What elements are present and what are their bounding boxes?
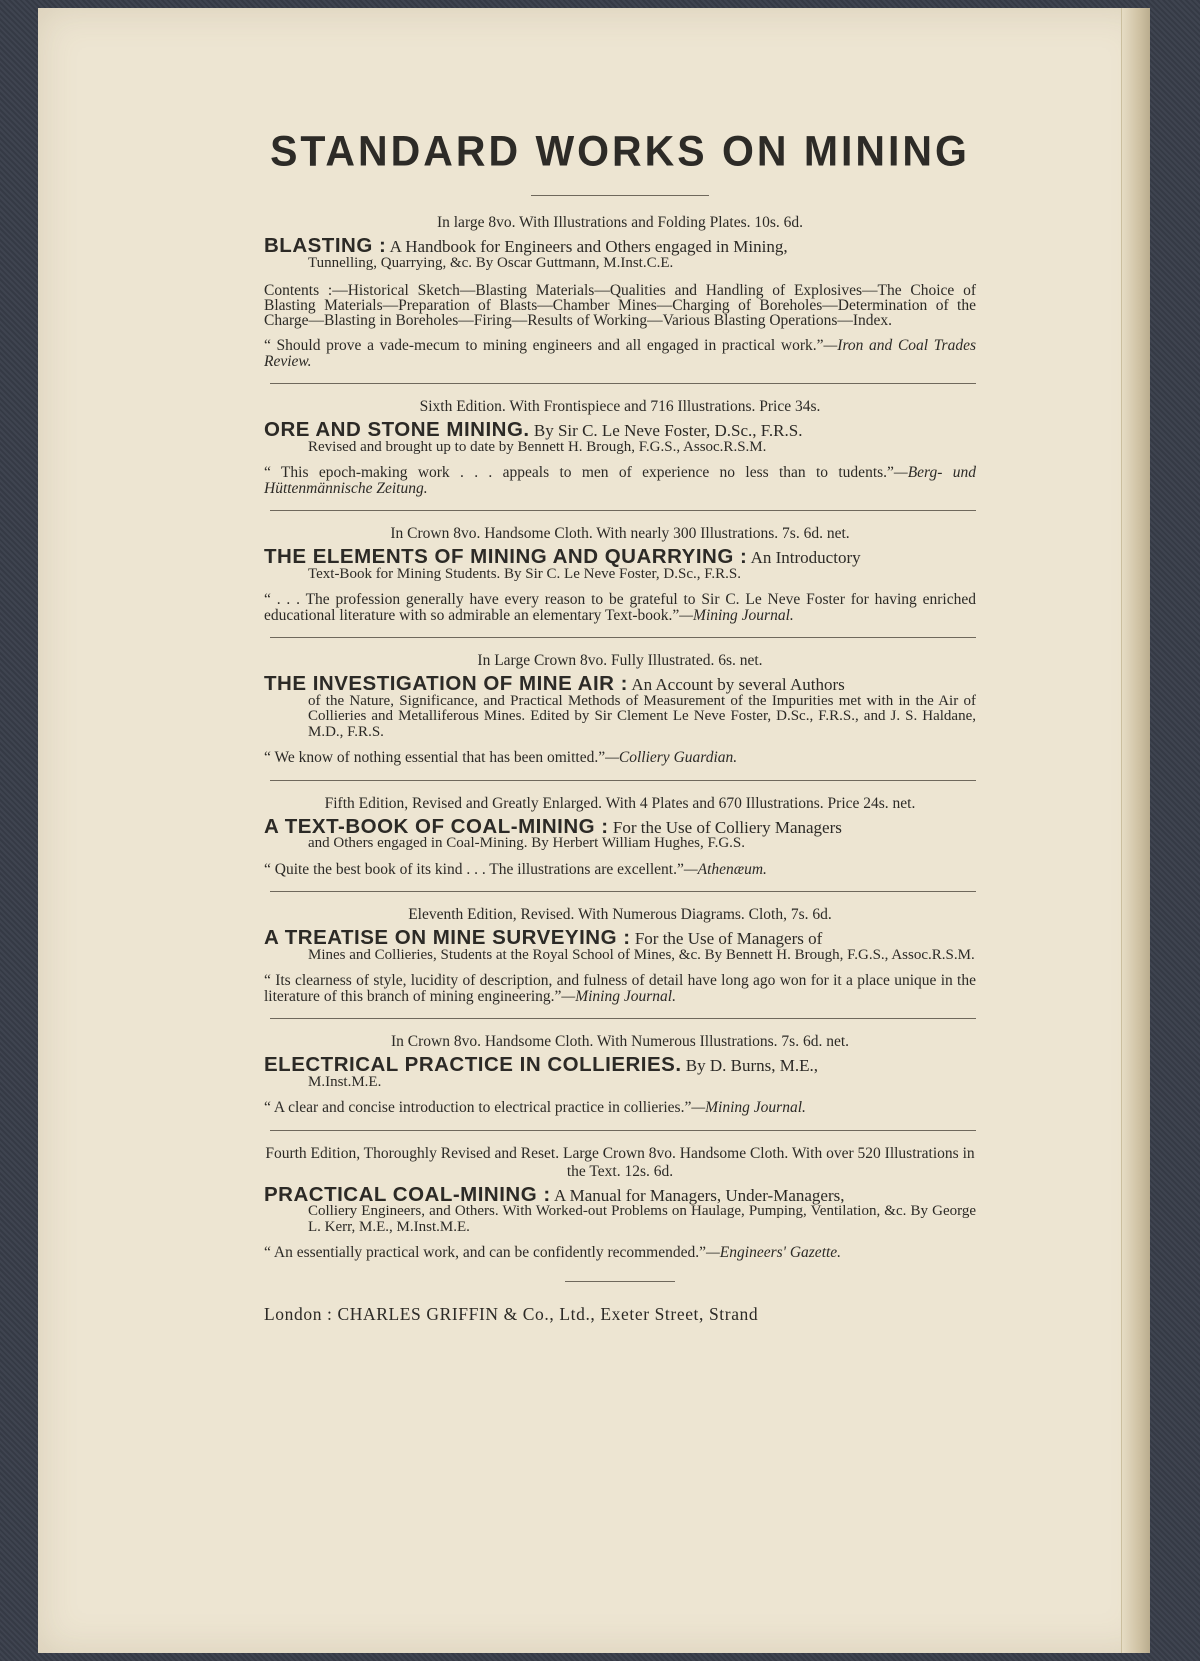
edition-line: In Large Crown 8vo. Fully Illustrated. 6s. net. [477, 652, 763, 669]
edition-line: Sixth Edition. With Frontispiece and 716 Illustrations. Price 34s. [419, 398, 821, 415]
quote-source: —Mining Journal. [691, 1099, 806, 1116]
quote-source: —Engineers' Gazette. [706, 1244, 842, 1261]
divider [270, 383, 976, 384]
book-entry-mine-surveying [264, 906, 976, 1004]
review-quote [264, 592, 976, 623]
review-quote [264, 973, 976, 1004]
page-title: STANDARD WORKS ON MINING [270, 126, 970, 176]
book-description-continued: Revised and brought up to date by Bennett H. Brough, F.G.S., Assoc.R.S.M. [308, 438, 767, 455]
book-description-continued: Text-Book for Mining Students. By Sir C. Le Neve Foster, D.Sc., F.R.S. [308, 565, 741, 582]
quote-text: “ Should prove a vade-mecum to mining engineers and all engaged in practical work.” [264, 337, 824, 354]
book-title: BLASTING : [264, 234, 387, 257]
edition-line: In Crown 8vo. Handsome Cloth. With Numerous Illustrations. 7s. 6d. net. [390, 1033, 850, 1050]
book-entry-blasting [264, 214, 976, 369]
entry-heading [264, 1053, 976, 1090]
book-description-continued: Colliery Engineers, and Others. With Worked-out Problems on Haulage, Pumping, Ventilation, &c. By George L. Kerr, M.E., M.Inst.M.E. [308, 1203, 976, 1235]
edition-line: Fourth Edition, Thoroughly Revised and Reset. Large Crown 8vo. Handsome Cloth. With over 520 Illustrations in the Text. 12s. 6d. [265, 1144, 975, 1180]
entry-heading [264, 672, 976, 740]
book-description: An Account by several Authors [631, 675, 845, 694]
book-description: An Introductory [750, 548, 861, 567]
edition-line: Eleventh Edition, Revised. With Numerous Diagrams. Cloth, 7s. 6d. [408, 906, 832, 923]
quote-source: —Athenæum. [683, 860, 767, 878]
book-entry-elements-of-mining [264, 525, 976, 623]
book-entry-practical-coal-mining [264, 1145, 976, 1261]
edition-line: Fifth Edition, Revised and Greatly Enlarged. With 4 Plates and 670 Illustrations. Price 24s. net. [324, 794, 916, 812]
quote-text: “ An essentially practical work, and can be confidently recommended.” [264, 1244, 707, 1261]
quote-source: —Berg- und Hüttenmännische Zeitung. [264, 464, 977, 497]
book-entry-coal-mining-textbook [264, 795, 976, 878]
book-description-continued: Mines and Collieries, Students at the Royal School of Mines, &c. By Bennett H. Brough, F.G.S., Assoc.R.S.M. [308, 946, 975, 963]
book-description-continued: M.Inst.M.E. [308, 1073, 382, 1090]
review-quote [264, 862, 976, 878]
entry-heading [264, 926, 976, 963]
quote-text: “ Its clearness of style, lucidity of description, and fulness of detail have long ago won for it a place unique in the literature of this branch of mining engineering.” [264, 972, 976, 1005]
entry-heading [264, 1182, 976, 1236]
book-entry-ore-and-stone-mining [264, 398, 976, 496]
quote-text: “ We know of nothing essential that has been omitted.” [264, 749, 606, 766]
quote-text: “ This epoch-making work . . . appeals to men of experience no less than to tudents.” [264, 464, 894, 481]
book-title: THE ELEMENTS OF MINING AND QUARRYING : [264, 545, 748, 568]
divider [270, 891, 976, 892]
divider [270, 510, 976, 511]
book-entry-mine-air [264, 652, 976, 766]
book-description: For the Use of Managers of [634, 929, 823, 948]
review-quote [264, 750, 976, 766]
entry-heading [264, 545, 976, 582]
book-description: A Manual for Managers, Under-Managers, [554, 1185, 845, 1205]
divider [270, 637, 976, 638]
book-title: ELECTRICAL PRACTICE IN COLLIERIES. [264, 1053, 682, 1076]
book-description-continued: Tunnelling, Quarrying, &c. By Oscar Guttmann, M.Inst.C.E. [308, 254, 674, 271]
edition-line: In Crown 8vo. Handsome Cloth. With nearly 300 Illustrations. 7s. 6d. net. [390, 525, 850, 542]
page-gutter [1121, 8, 1150, 1653]
book-description-continued: of the Nature, Significance, and Practical Methods of Measurement of the Impurities met with in the Air of Collieries and Metalliferous Mines. Edited by Sir Clement Le Neve Foster, D.Sc., F.R.S., and J. S. Haldane, M.D., F.R.S. [308, 692, 976, 740]
entry-heading [264, 234, 976, 271]
quote-source: —Mining Journal. [679, 606, 794, 624]
book-title: A TEXT-BOOK OF COAL-MINING : [264, 814, 609, 838]
review-quote [264, 1100, 976, 1116]
quote-text: “ . . . The profession generally have every reason to be grateful to Sir C. Le Neve Foster for having enriched educational literature with so admirable an elementary Text-book.” [264, 591, 976, 624]
review-quote [264, 1245, 976, 1261]
book-title: THE INVESTIGATION OF MINE AIR : [264, 672, 628, 695]
quote-text: “ A clear and concise introduction to electrical practice in collieries.” [264, 1099, 692, 1116]
quote-text: “ Quite the best book of its kind . . . The illustrations are excellent.” [264, 860, 684, 878]
book-entry-electrical-practice [264, 1033, 976, 1116]
quote-source: —Iron and Coal Trades Review. [264, 337, 976, 370]
book-title: ORE AND STONE MINING. [264, 418, 530, 441]
divider [270, 1018, 976, 1019]
divider [270, 780, 976, 781]
book-title: A TREATISE ON MINE SURVEYING : [264, 926, 631, 949]
book-title: PRACTICAL COAL-MINING : [264, 1182, 551, 1206]
book-description: For the Use of Colliery Managers [612, 817, 842, 837]
divider [565, 1281, 675, 1282]
book-description: By Sir C. Le Neve Foster, D.Sc., F.R.S. [533, 421, 803, 440]
book-description: A Handbook for Engineers and Others engaged in Mining, [389, 237, 788, 256]
divider [270, 1130, 976, 1131]
divider [531, 195, 709, 196]
edition-line: In large 8vo. With Illustrations and Folding Plates. 10s. 6d. [436, 214, 804, 231]
review-quote [264, 465, 976, 496]
review-quote [264, 338, 976, 369]
advertisement-page [264, 128, 976, 1325]
book-description: By D. Burns, M.E., [685, 1056, 819, 1075]
quote-source: —Mining Journal. [561, 987, 676, 1005]
book-description-continued: and Others engaged in Coal-Mining. By Herbert William Hughes, F.G.S. [308, 835, 746, 851]
publisher-imprint: London : CHARLES GRIFFIN & Co., Ltd., Exeter Street, Strand [264, 1303, 759, 1324]
quote-source: —Colliery Guardian. [605, 749, 738, 766]
entry-heading [264, 418, 976, 455]
contents-list: Contents :—Historical Sketch—Blasting Materials—Qualities and Handling of Explosives—The Choice of Blasting Materials—Preparation of Blasts—Chamber Mines—Charging of Boreholes—Determination of the Charge—Blasting in Boreholes—Firing—Results of Working—Various Blasting Operations—Index. [264, 282, 976, 329]
entry-heading [264, 814, 976, 852]
